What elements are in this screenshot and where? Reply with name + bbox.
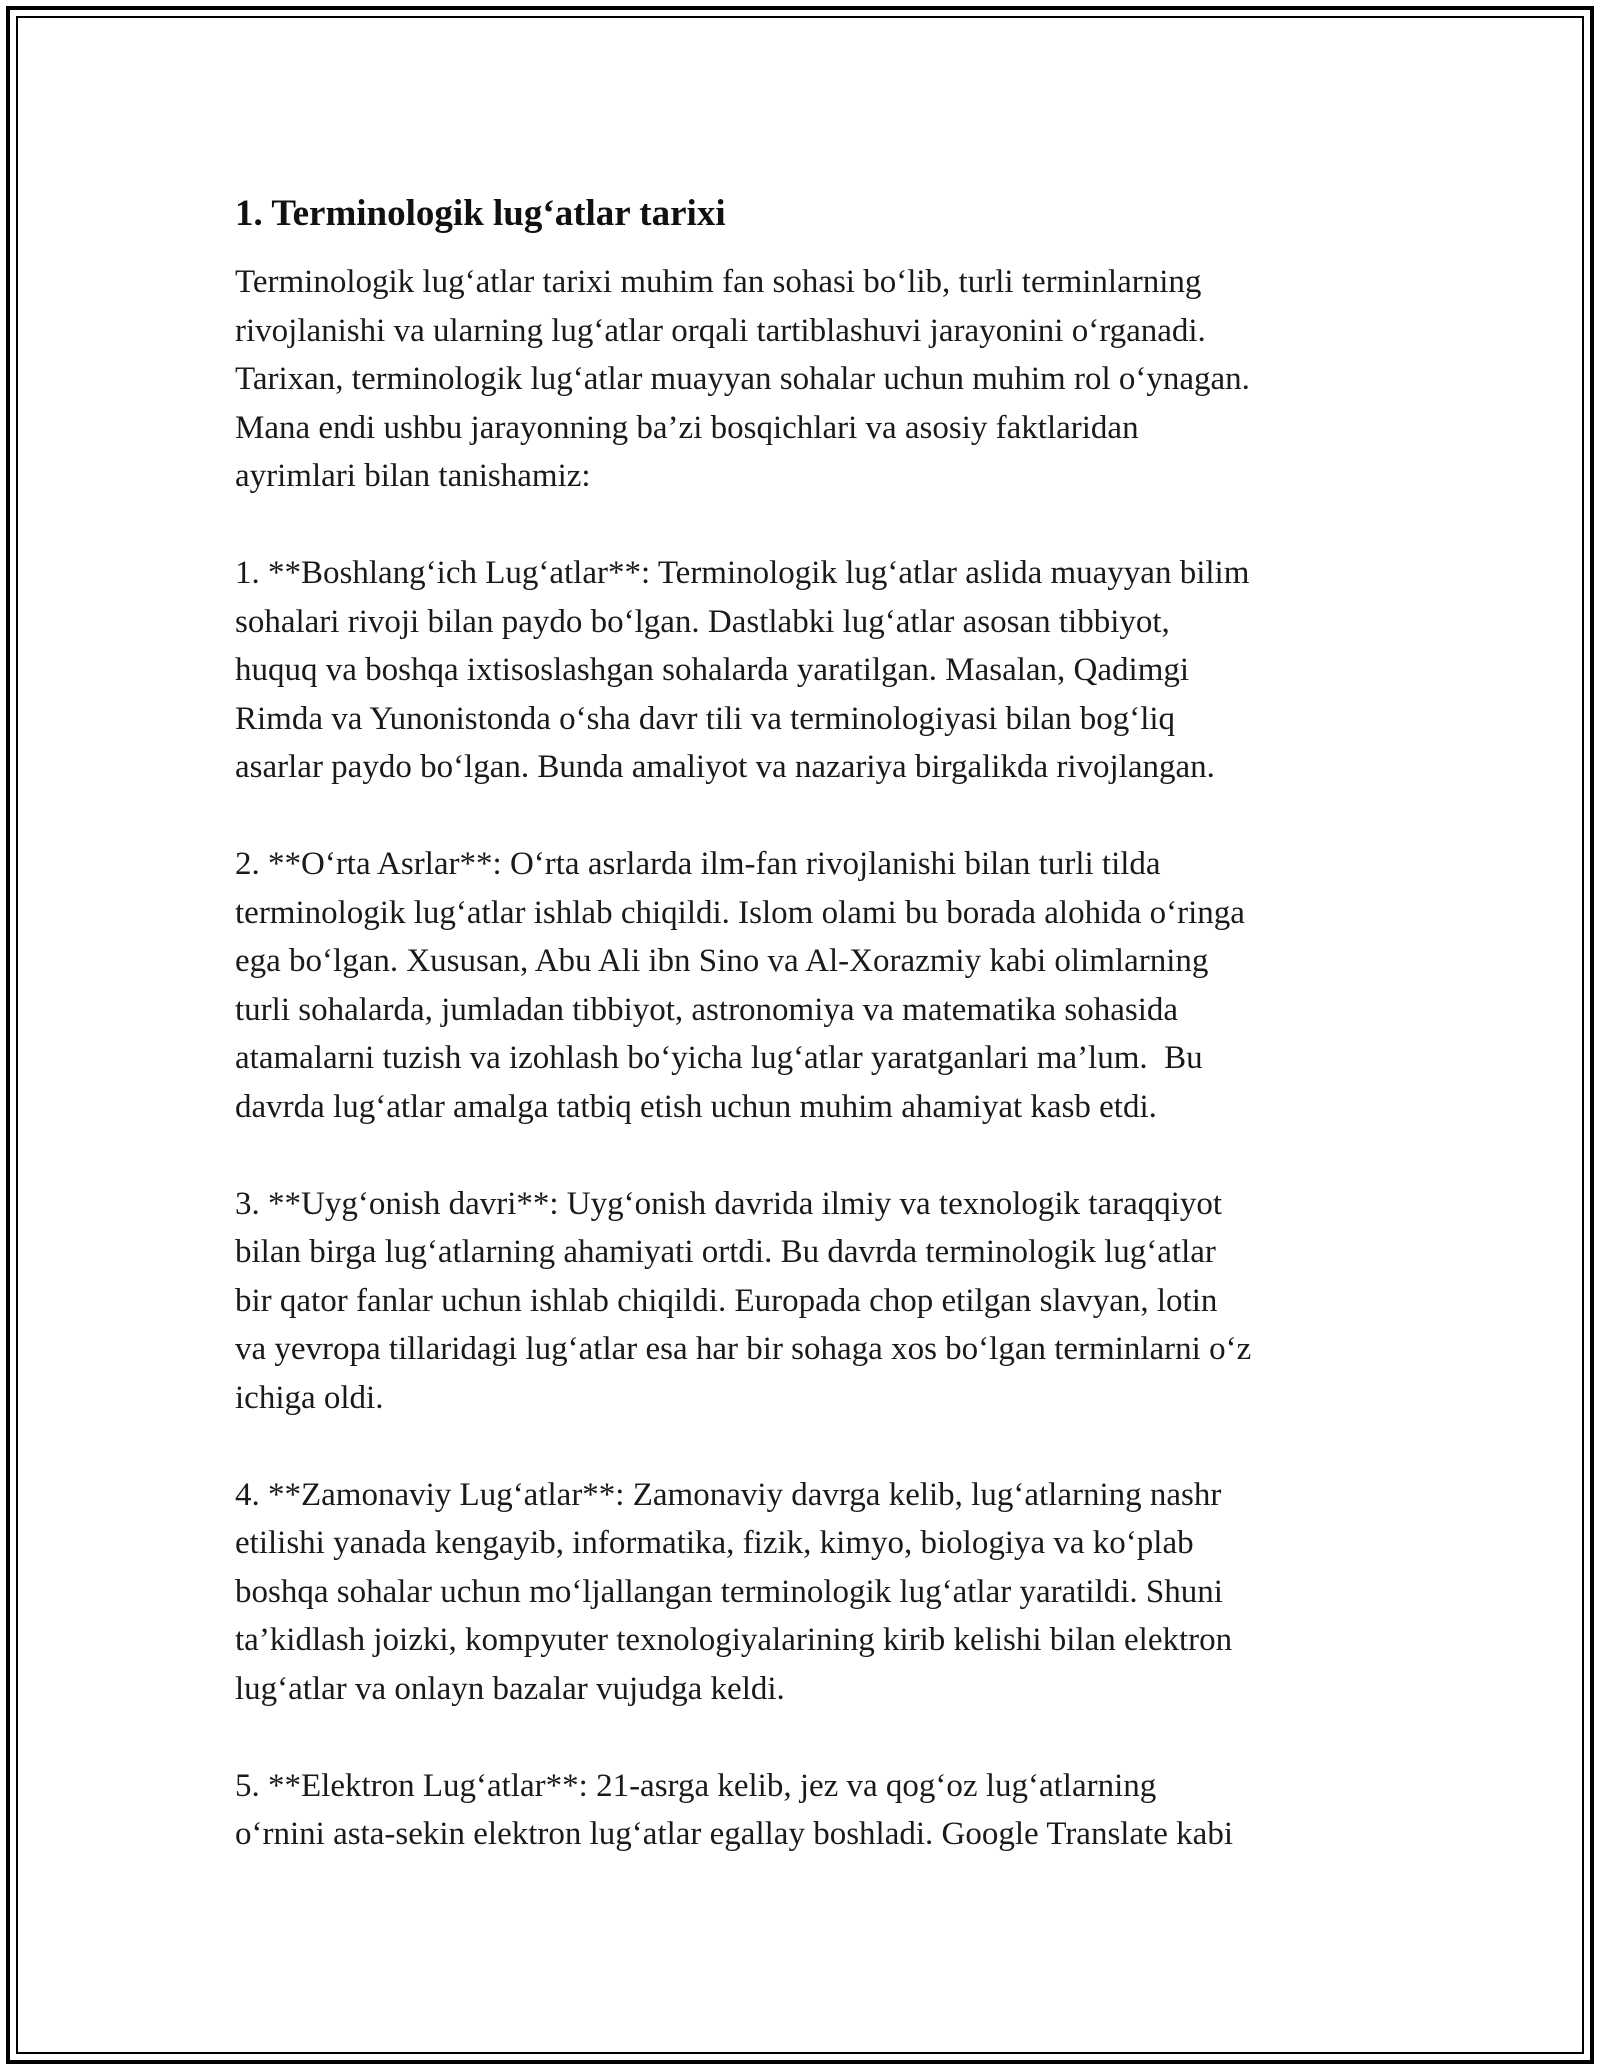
text-line: 4. **Zamonaviy Lug‘atlar**: Zamonaviy davrga kelib, lug‘atlarning nashr <box>235 1476 1222 1513</box>
text-line: turli sohalarda, jumladan tibbiyot, astronomiya va matematika sohasida <box>235 991 1179 1028</box>
text-line: va yevropa tillaridagi lug‘atlar esa har bir sohaga xos bo‘lgan terminlarni o‘z <box>235 1331 1252 1367</box>
text-line: o‘rnini asta-sekin elektron lug‘atlar egallay boshladi. Google Translate kabi <box>235 1816 1233 1852</box>
text-line: asarlar paydo bo‘lgan. Bunda amaliyot va nazariya birgalikda rivojlangan. <box>235 749 1215 785</box>
text-line: 3. **Uyg‘onish davri**: Uyg‘onish davrida ilmiy va texnologik taraqqiyot <box>235 1185 1223 1222</box>
text-line: ichiga oldi. <box>235 1379 384 1416</box>
text-line: sohalari rivoji bilan paydo bo‘lgan. Dastlabki lug‘atlar asosan tibbiyot, <box>235 603 1170 640</box>
paragraph-item-5 <box>235 1762 1375 1859</box>
text-line: Rimda va Yunonistonda o‘sha davr tili va terminologiyasi bilan bog‘liq <box>235 700 1176 737</box>
text-line: atamalarni tuzish va izohlash bo‘yicha lug‘atlar yaratganlari ma’lum. Bu <box>235 1040 1203 1076</box>
section-heading: 1. Terminologik lug‘atlar tarixi <box>235 193 726 234</box>
text-line: Tarixan, terminologik lug‘atlar muayyan sohalar uchun muhim rol o‘ynagan. <box>235 361 1250 397</box>
document-content <box>235 188 1375 1907</box>
text-line: bir qator fanlar uchun ishlab chiqildi. Europada chop etilgan slavyan, lotin <box>235 1282 1218 1319</box>
text-line: Terminologik lug‘atlar tarixi muhim fan sohasi bo‘lib, turli terminlarning <box>235 264 1202 300</box>
text-line: ayrimlari bilan tanishamiz: <box>235 458 591 494</box>
text-line: 5. **Elektron Lug‘atlar**: 21-asrga kelib, jez va qog‘oz lug‘atlarning <box>235 1767 1157 1804</box>
text-line: etilishi yanada kengayib, informatika, fizik, kimyo, biologiya va ko‘plab <box>235 1525 1194 1561</box>
text-line: lug‘atlar va onlayn bazalar vujudga keldi. <box>235 1670 785 1707</box>
text-line: 2. **O‘rta Asrlar**: O‘rta asrlarda ilm-fan rivojlanishi bilan turli tilda <box>235 846 1161 882</box>
text-line: 1. **Boshlang‘ich Lug‘atlar**: Terminologik lug‘atlar aslida muayyan bilim <box>235 555 1250 591</box>
text-line: boshqa sohalar uchun mo‘ljallangan terminologik lug‘atlar yaratildi. Shuni <box>235 1573 1223 1610</box>
paragraph-item-4 <box>235 1471 1375 1714</box>
text-line: ta’kidlash joizki, kompyuter texnologiyalarining kirib kelishi bilan elektron <box>235 1622 1233 1658</box>
text-line: terminologik lug‘atlar ishlab chiqildi. Islom olami bu borada alohida o‘ringa <box>235 894 1245 931</box>
paragraph-item-2 <box>235 840 1375 1131</box>
text-line: bilan birga lug‘atlarning ahamiyati ortdi. Bu davrda terminologik lug‘atlar <box>235 1234 1216 1270</box>
text-line: Mana endi ushbu jarayonning ba’zi bosqichlari va asosiy faktlaridan <box>235 409 1139 446</box>
paragraph-item-3 <box>235 1180 1375 1423</box>
text-line: ega bo‘lgan. Xususan, Abu Ali ibn Sino va Al-Xorazmiy kabi olimlarning <box>235 943 1209 979</box>
paragraph-intro <box>235 258 1375 501</box>
text-line: huquq va boshqa ixtisoslashgan sohalarda yaratilgan. Masalan, Qadimgi <box>235 652 1190 688</box>
text-line: rivojlanishi va ularning lug‘atlar orqali tartiblashuvi jarayonini o‘rganadi. <box>235 312 1206 349</box>
paragraph-item-1 <box>235 549 1375 792</box>
text-line: davrda lug‘atlar amalga tatbiq etish uchun muhim ahamiyat kasb etdi. <box>235 1088 1157 1125</box>
